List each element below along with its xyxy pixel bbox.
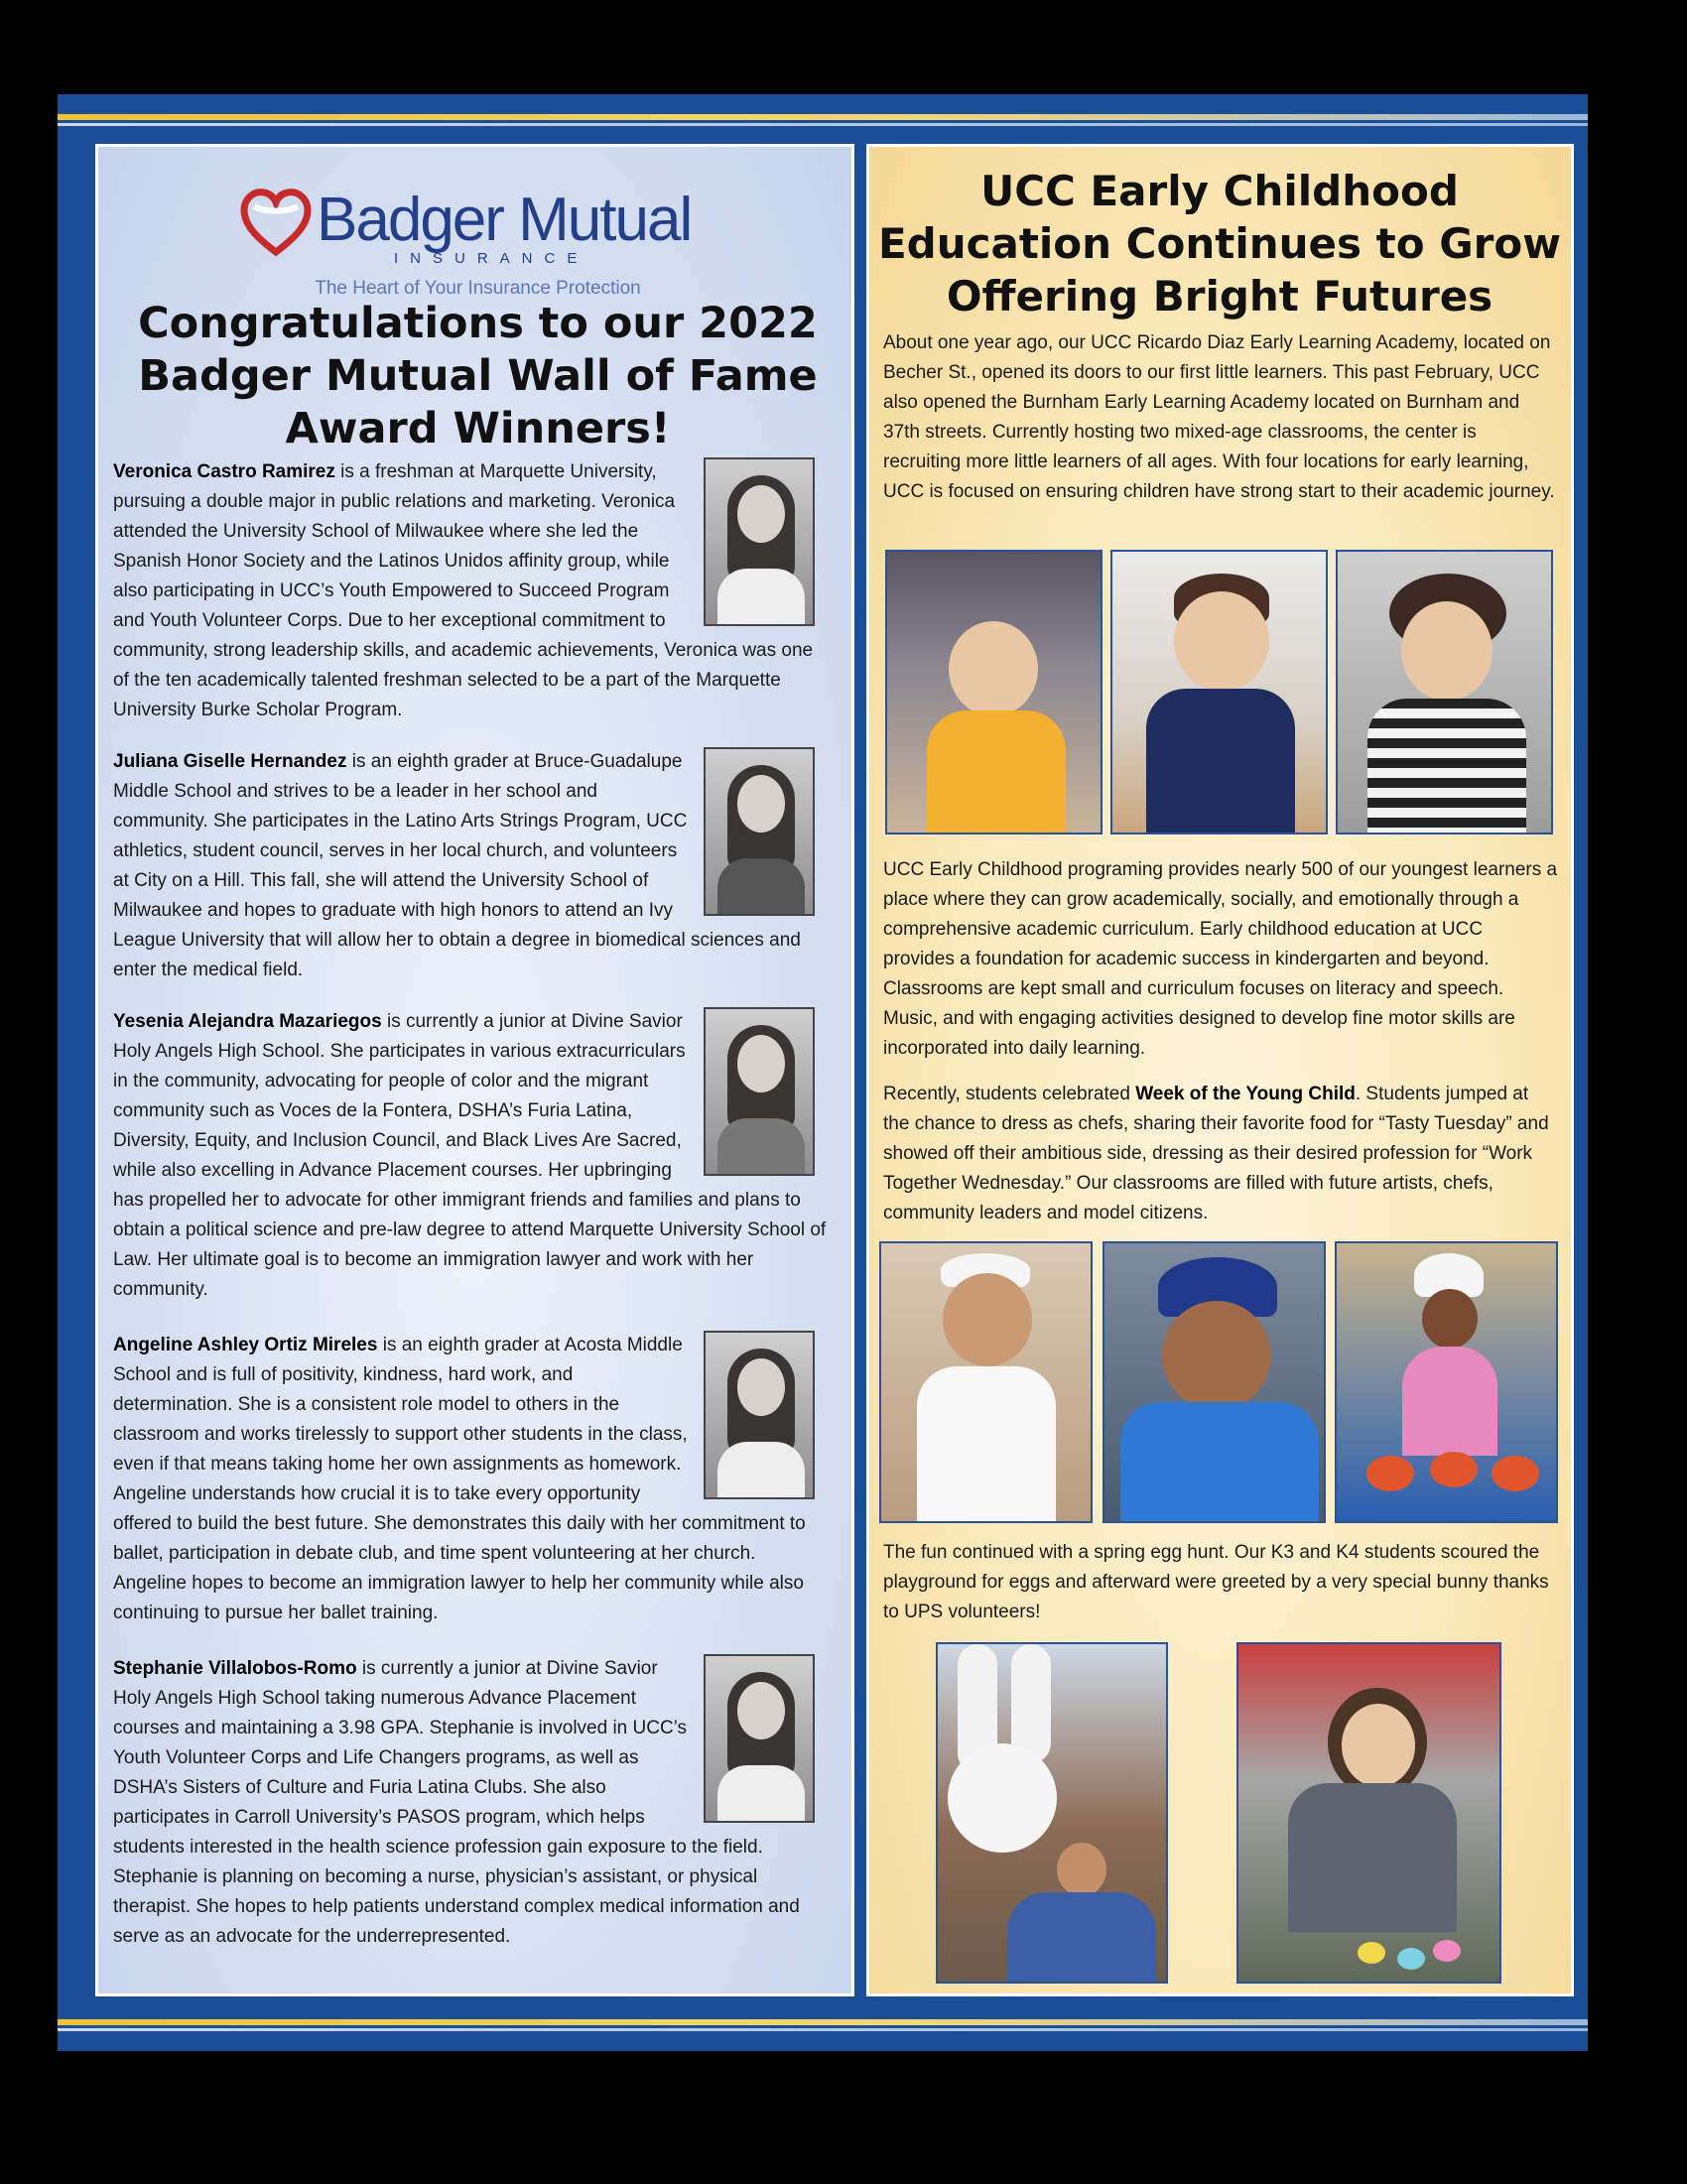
newsletter-page: [58, 94, 1588, 2051]
bio-name: Veronica Castro Ramirez: [113, 461, 335, 482]
brand-name: Badger Mutual: [317, 186, 692, 254]
portrait-photo: [704, 1331, 815, 1499]
bio-text: is an eighth grader at Acosta Middle School and is full of positivity, kindness, hard work, and determination. She is a consistent role model to others in the classroom and works tirelessly to support other students in the class, even if that means taking home her own assignments as homework. Angeline understands how crucial it is to take every opportunity offered to build the best future. She demonstrates this daily with her commitment to ballet, participation in debate club, and time spent volunteering at her church. Angeline hopes to become an immigration lawyer to help her community while also continuing to pursue her ballet training.: [113, 1335, 806, 1623]
bio-veronica: [113, 457, 833, 725]
bottom-stripe: [58, 2019, 1588, 2025]
top-stripe-thin: [58, 123, 1588, 126]
programming-paragraph: UCC Early Childhood programing provides nearly 500 of our youngest learners a place where they can grow academically, socially, and emotionally through a comprehensive academic curriculum. Early childhood education at UCC provides a foundation for academic success in kindergarten and beyond. Classrooms are kept small and curriculum focuses on literacy and speech. Music, and with engaging activities designed to develop fine motor skills are incorporated into daily learning.: [883, 859, 1558, 1059]
bio-angeline: [113, 1331, 833, 1628]
easter-bunny-photo: [936, 1642, 1168, 1984]
bio-text: is a freshman at Marquette University, pursuing a double major in public relations and marketing. Veronica attended the University School of Milwaukee where she led the Spanish Honor Society and the Latinos Unidos affinity group, while also participating in UCC’s Youth Empowered to Succeed Program and Youth Volunteer Corps. Due to her exceptional commitment to community, strong leadership skills, and academic achievements, Veronica was one of the ten academically talented freshman selected to be a part of the Marquette University Burke Scholar Program.: [113, 461, 814, 720]
nurse-costume-photo: [879, 1241, 1093, 1523]
bottom-stripe-thin: [58, 2028, 1588, 2031]
bio-name: Angeline Ashley Ortiz Mireles: [113, 1335, 378, 1355]
bio-yesenia: [113, 1007, 833, 1305]
toddler-photo-1: [885, 550, 1103, 835]
portrait-photo: [704, 457, 815, 626]
bio-name: Yesenia Alejandra Mazariegos: [113, 1011, 382, 1032]
brand-tagline: The Heart of Your Insurance Protection: [315, 278, 641, 299]
egg-hunt-paragraph: The fun continued with a spring egg hunt. Our K3 and K4 students scoured the playground for eggs and afterward were greeted by a very special bunny thanks to UPS volunteers!: [883, 1542, 1549, 1622]
bio-text: is currently a junior at Divine Savior Holy Angels High School. She participates in various extracurriculars in the community, advocating for people of color and the migrant community such as Voces de la Fontera, DSHA’s Furia Latina, Diversity, Equity, and Inclusion Council, and Black Lives Are Sacred, while also excelling in Advance Placement courses. Her upbringing has propelled her to advocate for other immigrant friends and families and plans to obtain a political science and pre-law degree to attend Marquette University School of Law. Her ultimate goal is to become an immigration lawyer and work with her community.: [113, 1011, 827, 1300]
wall-of-fame-panel: [95, 144, 854, 1996]
bio-juliana: [113, 747, 833, 985]
bio-name: Juliana Giselle Hernandez: [113, 751, 347, 772]
bio-text: is an eighth grader at Bruce-Guadalupe Middle School and strives to be a leader in her school and community. She participates in the Latino Arts Strings Program, UCC athletics, student council, serves in her local church, and volunteers at City on a Hill. This fall, she will attend the University School of Milwaukee and hopes to graduate with high honors to attend an Ivy League University that will allow her to obtain a degree in biomedical sciences and enter the medical field.: [113, 751, 801, 980]
early-childhood-panel: [866, 144, 1574, 1996]
portrait-photo: [704, 1007, 815, 1176]
toddler-photo-2: [1110, 550, 1328, 835]
badger-mutual-logo: [138, 165, 818, 299]
portrait-photo: [704, 747, 815, 916]
police-costume-photo: [1103, 1241, 1326, 1523]
week-of-young-child-paragraph: [883, 1080, 1558, 1228]
intro-paragraph: About one year ago, our UCC Ricardo Diaz Early Learning Academy, located on Becher St., opened its doors to our first little learners. This past February, UCC also opened the Burnham Early Learning Academy located on Burnham and 37th streets. Currently hosting two mixed-age classrooms, the center is recruiting more little learners of all ages. With four locations for early learning, UCC is focused on ensuring children have strong start to their academic journey.: [883, 332, 1555, 502]
bio-text: is currently a junior at Divine Savior Holy Angels High School taking numerous Advance Placement courses and maintaining a 3.98 GPA. Stephanie is involved in UCC’s Youth Volunteer Corps and Life Changers programs, as well as DSHA’s Sisters of Culture and Furia Latina Clubs. She also participates in Carroll University’s PASOS program, which helps students interested in the health science profession gain exposure to the field. Stephanie is planning on becoming a nurse, physician’s assistant, or physical therapist. She hopes to help patients understand complex medical information and serve as an advocate for the underrepresented.: [113, 1658, 800, 1947]
toddler-photo-3: [1336, 550, 1553, 835]
brand-sub: INSURANCE: [394, 250, 589, 267]
chef-costume-photo: [1335, 1241, 1558, 1523]
bio-stephanie: [113, 1654, 833, 1952]
heart-logo-icon: [240, 187, 312, 258]
bio-name: Stephanie Villalobos-Romo: [113, 1658, 357, 1679]
egg-hunt-girl-photo: [1236, 1642, 1501, 1984]
p3-text-a: Recently, students celebrated: [883, 1084, 1136, 1104]
early-childhood-title: UCC Early Childhood Education Continues to Grow Offering Bright Futures: [877, 167, 1562, 321]
p3-text-b: . Students jumped at the chance to dress as chefs, sharing their favorite food for “Tasty Tuesday” and showed off their ambitious side, dressing as their desired profession for “Work Together Wednesday.” Our classrooms are filled with future artists, chefs, community leaders and model citizens.: [883, 1084, 1549, 1223]
portrait-photo: [704, 1654, 815, 1823]
wall-of-fame-headline: Congratulations to our 2022 Badger Mutual Wall of Fame Award Winners!: [138, 299, 818, 453]
week-of-young-child-label: Week of the Young Child: [1135, 1084, 1356, 1104]
top-stripe: [58, 114, 1588, 120]
